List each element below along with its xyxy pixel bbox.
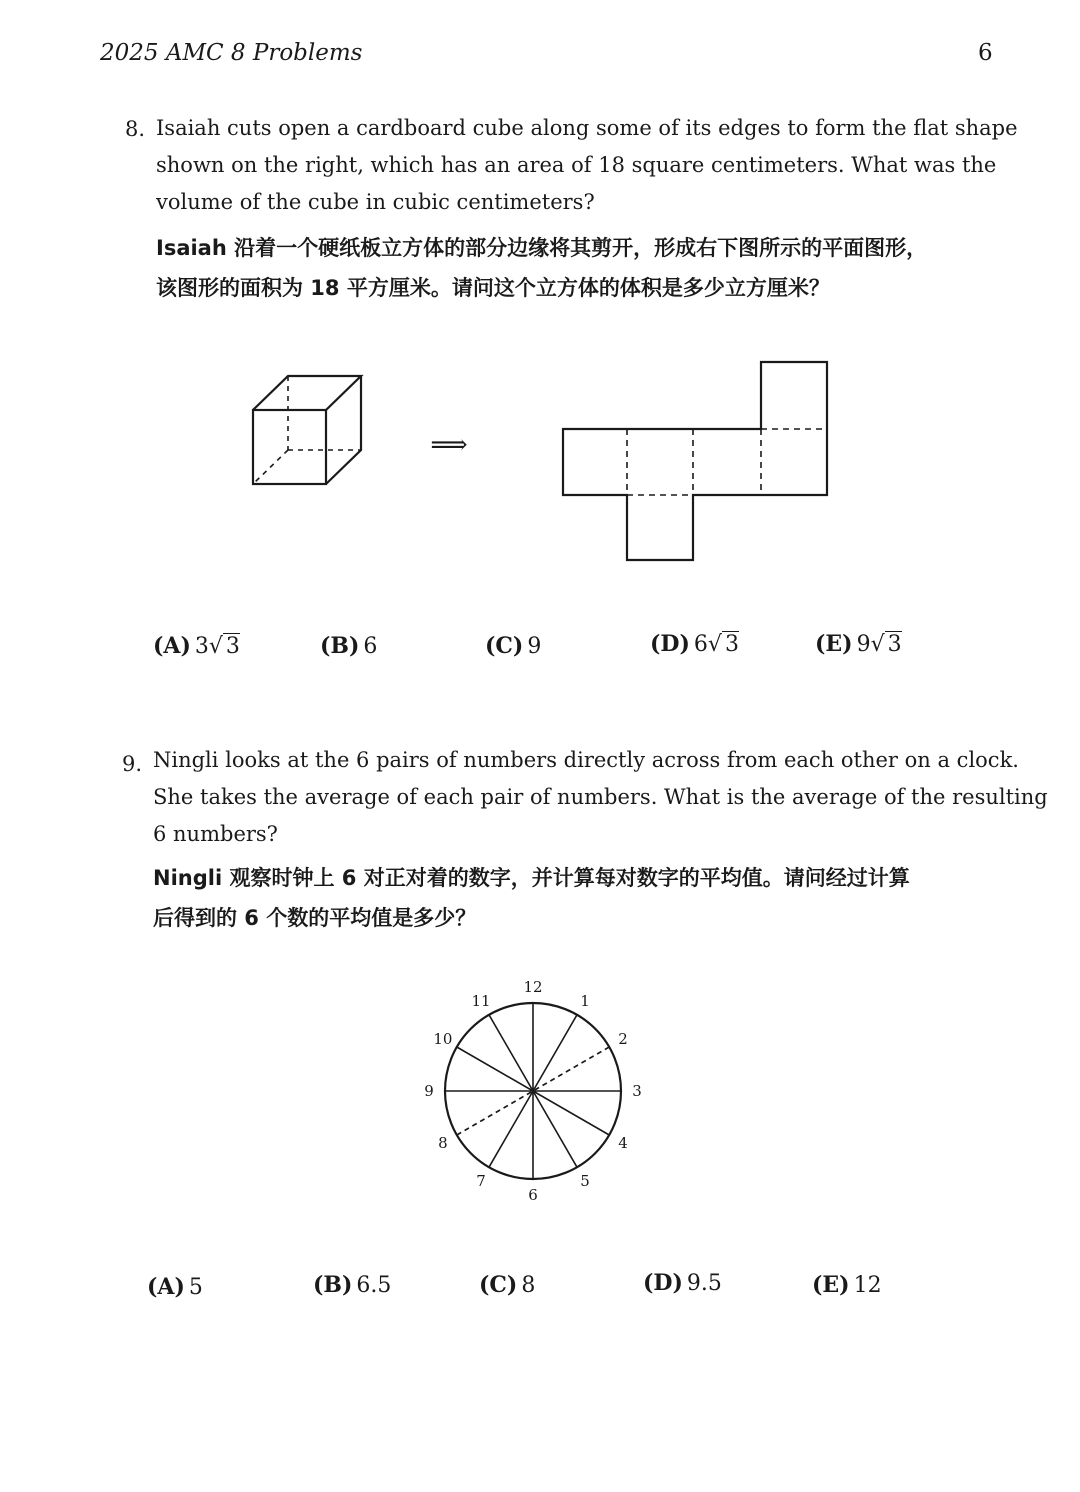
question-8-cn-line: 该图形的面积为 18 平方厘米。请问这个立方体的体积是多少立方厘米？ bbox=[156, 276, 830, 300]
q9-choice-e[interactable] bbox=[812, 1272, 882, 1298]
cube-drawing bbox=[253, 376, 361, 484]
choice-label: (C) bbox=[485, 633, 524, 659]
net-fold-lines bbox=[627, 429, 827, 495]
question-8-line: Isaiah cuts open a cardboard cube along some of its edges to form the flat shape bbox=[156, 116, 1018, 140]
question-9-text-cn bbox=[153, 858, 910, 938]
choice-label: (A) bbox=[153, 633, 191, 659]
page-header-title: 2025 AMC 8 Problems bbox=[100, 40, 363, 66]
choice-value: 8 bbox=[521, 1273, 536, 1298]
question-8-number: 8. bbox=[125, 117, 146, 141]
choice-radicand: 3 bbox=[223, 633, 240, 659]
choice-label: (D) bbox=[650, 631, 690, 657]
implies-arrow: ⟹ bbox=[430, 430, 468, 460]
question-9-cn-line: Ningli 观察时钟上 6 对正对着的数字，并计算每对数字的平均值。请问经过计算 bbox=[153, 866, 910, 890]
clock-number-label: 8 bbox=[438, 1134, 448, 1152]
choice-coef: 9 bbox=[856, 632, 871, 657]
choice-radicand: 3 bbox=[722, 631, 739, 657]
clock-number-label: 2 bbox=[618, 1030, 628, 1048]
sqrt-symbol: √ bbox=[870, 632, 885, 657]
clock-number-label: 6 bbox=[528, 1186, 538, 1204]
question-8-cn-line: Isaiah 沿着一个硬纸板立方体的部分边缘将其剪开，形成右下图所示的平面图形， bbox=[156, 236, 928, 260]
clock-number-label: 3 bbox=[632, 1082, 642, 1100]
choice-label: (D) bbox=[643, 1270, 683, 1296]
cube-net-figure bbox=[240, 350, 840, 570]
clock-number-label: 5 bbox=[580, 1172, 590, 1191]
q8-choice-b[interactable] bbox=[320, 633, 377, 659]
q9-choice-c[interactable] bbox=[479, 1272, 535, 1298]
choice-label: (B) bbox=[320, 633, 360, 659]
q8-choice-e[interactable] bbox=[815, 631, 902, 657]
question-8-line: volume of the cube in cubic centimeters? bbox=[156, 190, 595, 214]
choice-value: 6.5 bbox=[356, 1273, 392, 1298]
choice-label: (B) bbox=[313, 1272, 353, 1298]
question-9-text-en bbox=[153, 742, 1048, 853]
choice-value: 5 bbox=[188, 1275, 203, 1300]
q8-choice-c[interactable] bbox=[485, 633, 541, 659]
choice-coef: 3 bbox=[194, 634, 209, 659]
question-9-line: She takes the average of each pair of numbers. What is the average of the resulting bbox=[153, 785, 1048, 809]
question-8-text-cn bbox=[156, 228, 927, 308]
question-9-number: 9. bbox=[122, 752, 143, 776]
choice-label: (A) bbox=[147, 1274, 185, 1300]
clock-number-label: 7 bbox=[476, 1172, 486, 1191]
q8-choice-a[interactable] bbox=[153, 633, 240, 659]
sqrt-symbol: √ bbox=[208, 634, 223, 659]
clock-number-label: 4 bbox=[618, 1134, 628, 1152]
clock-number-label: 9 bbox=[424, 1082, 434, 1100]
clock-number-label: 12 bbox=[523, 978, 543, 996]
sqrt-symbol: √ bbox=[707, 632, 722, 657]
choice-label: (E) bbox=[815, 631, 853, 657]
choice-value: 9.5 bbox=[686, 1271, 722, 1296]
q9-choice-a[interactable] bbox=[147, 1274, 203, 1300]
net-outline bbox=[563, 362, 827, 560]
cube-net-drawing bbox=[563, 362, 827, 560]
choice-label: (E) bbox=[812, 1272, 850, 1298]
choice-value: 9 bbox=[527, 634, 542, 659]
question-9-line: Ningli looks at the 6 pairs of numbers directly across from each other on a clock. bbox=[153, 748, 1019, 772]
clock-number-label: 10 bbox=[433, 1030, 453, 1048]
clock-number-label: 11 bbox=[471, 991, 491, 1010]
cube-top-face bbox=[253, 376, 361, 410]
clock-figure bbox=[410, 970, 660, 1210]
page-number: 6 bbox=[978, 40, 993, 66]
choice-label: (C) bbox=[479, 1272, 518, 1298]
question-8-line: shown on the right, which has an area of 18 square centimeters. What was the bbox=[156, 153, 997, 177]
choice-coef: 6 bbox=[693, 632, 708, 657]
clock-number-label: 1 bbox=[580, 991, 590, 1010]
q9-choice-d[interactable] bbox=[643, 1270, 722, 1296]
question-9-line: 6 numbers? bbox=[153, 822, 278, 846]
q8-choice-d[interactable] bbox=[650, 631, 739, 657]
choice-radicand: 3 bbox=[885, 631, 902, 657]
choice-value: 12 bbox=[853, 1273, 882, 1298]
choice-value: 6 bbox=[363, 634, 378, 659]
question-8-text-en bbox=[156, 110, 1018, 221]
q9-choice-b[interactable] bbox=[313, 1272, 391, 1298]
question-9-cn-line: 后得到的 6 个数的平均值是多少？ bbox=[153, 906, 477, 930]
